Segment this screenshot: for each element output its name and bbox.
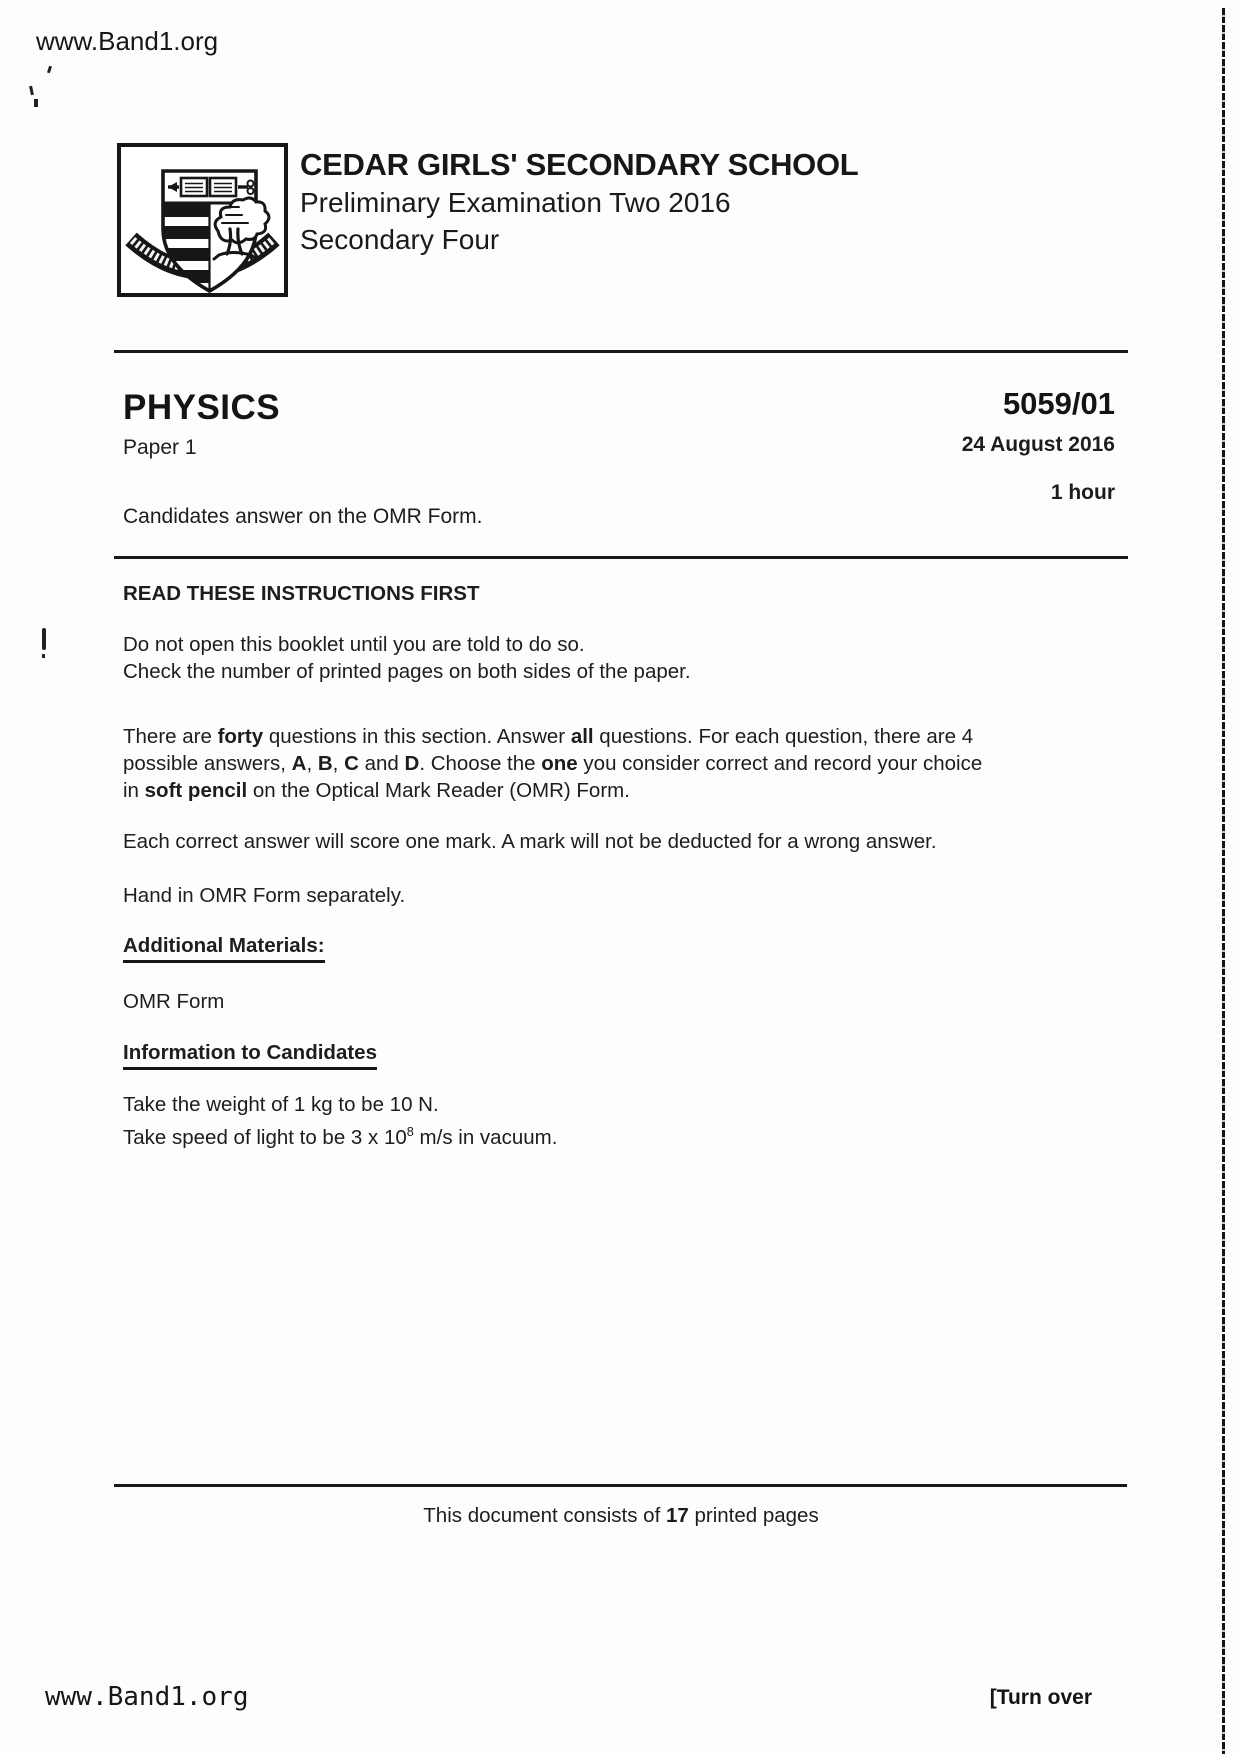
additional-materials-heading <box>123 932 325 963</box>
paper-number: Paper 1 <box>123 436 197 459</box>
exam-level: Secondary Four <box>300 224 500 255</box>
scan-artifact-edge-line <box>1222 8 1225 1754</box>
school-crest-icon <box>117 143 288 297</box>
instruction-line: possible answers, A, B, C and D. Choose the one you consider correct and record your choice <box>123 752 983 775</box>
divider-line <box>114 556 1128 559</box>
school-name: CEDAR GIRLS' SECONDARY SCHOOL <box>300 147 859 182</box>
additional-materials-item: OMR Form <box>123 990 225 1013</box>
instruction-line: There are forty questions in this section. Answer all questions. For each question, there are 4 <box>123 725 974 748</box>
school-header <box>300 146 1130 258</box>
scan-speck <box>42 654 45 658</box>
exam-title: Preliminary Examination Two 2016 <box>300 187 731 218</box>
info-candidates-heading-text: Information to Candidates <box>123 1039 377 1070</box>
instruction-line: Do not open this booklet until you are told to do so. <box>123 633 585 656</box>
instruction-line: in soft pencil on the Optical Mark Reader (OMR) Form. <box>123 779 630 802</box>
subject-title: PHYSICS <box>123 388 281 427</box>
info-line: Take the weight of 1 kg to be 10 N. <box>123 1093 439 1116</box>
info-candidates-heading <box>123 1039 377 1070</box>
instruction-line: Each correct answer will score one mark. A mark will not be deducted for a wrong answer. <box>123 830 937 853</box>
instruction-line: Hand in OMR Form separately. <box>123 884 406 907</box>
page-count-note: This document consists of 17 printed pages <box>423 1504 819 1527</box>
turn-over-label: [Turn over <box>989 1686 1092 1709</box>
info-line: Take speed of light to be 3 x $10^8$ m/s in vacuum. <box>123 1124 558 1149</box>
divider-line <box>114 1484 1127 1487</box>
paper-code: 5059/01 <box>1002 386 1115 421</box>
instructions-heading: READ THESE INSTRUCTIONS FIRST <box>123 582 480 605</box>
scan-speck <box>42 628 46 650</box>
additional-materials-heading-text: Additional Materials: <box>123 932 325 963</box>
scan-speck <box>29 86 34 95</box>
scan-speck <box>34 99 38 107</box>
exam-duration: 1 hour <box>1050 481 1115 504</box>
exam-date: 24 August 2016 <box>961 433 1115 456</box>
watermark-bottom: www.Band1.org <box>45 1682 249 1712</box>
divider-line <box>114 350 1128 353</box>
instruction-line: Check the number of printed pages on both sides of the paper. <box>123 660 691 683</box>
watermark-top: www.Band1.org <box>36 26 219 56</box>
answer-note: Candidates answer on the OMR Form. <box>123 505 483 528</box>
scan-speck <box>47 66 52 74</box>
